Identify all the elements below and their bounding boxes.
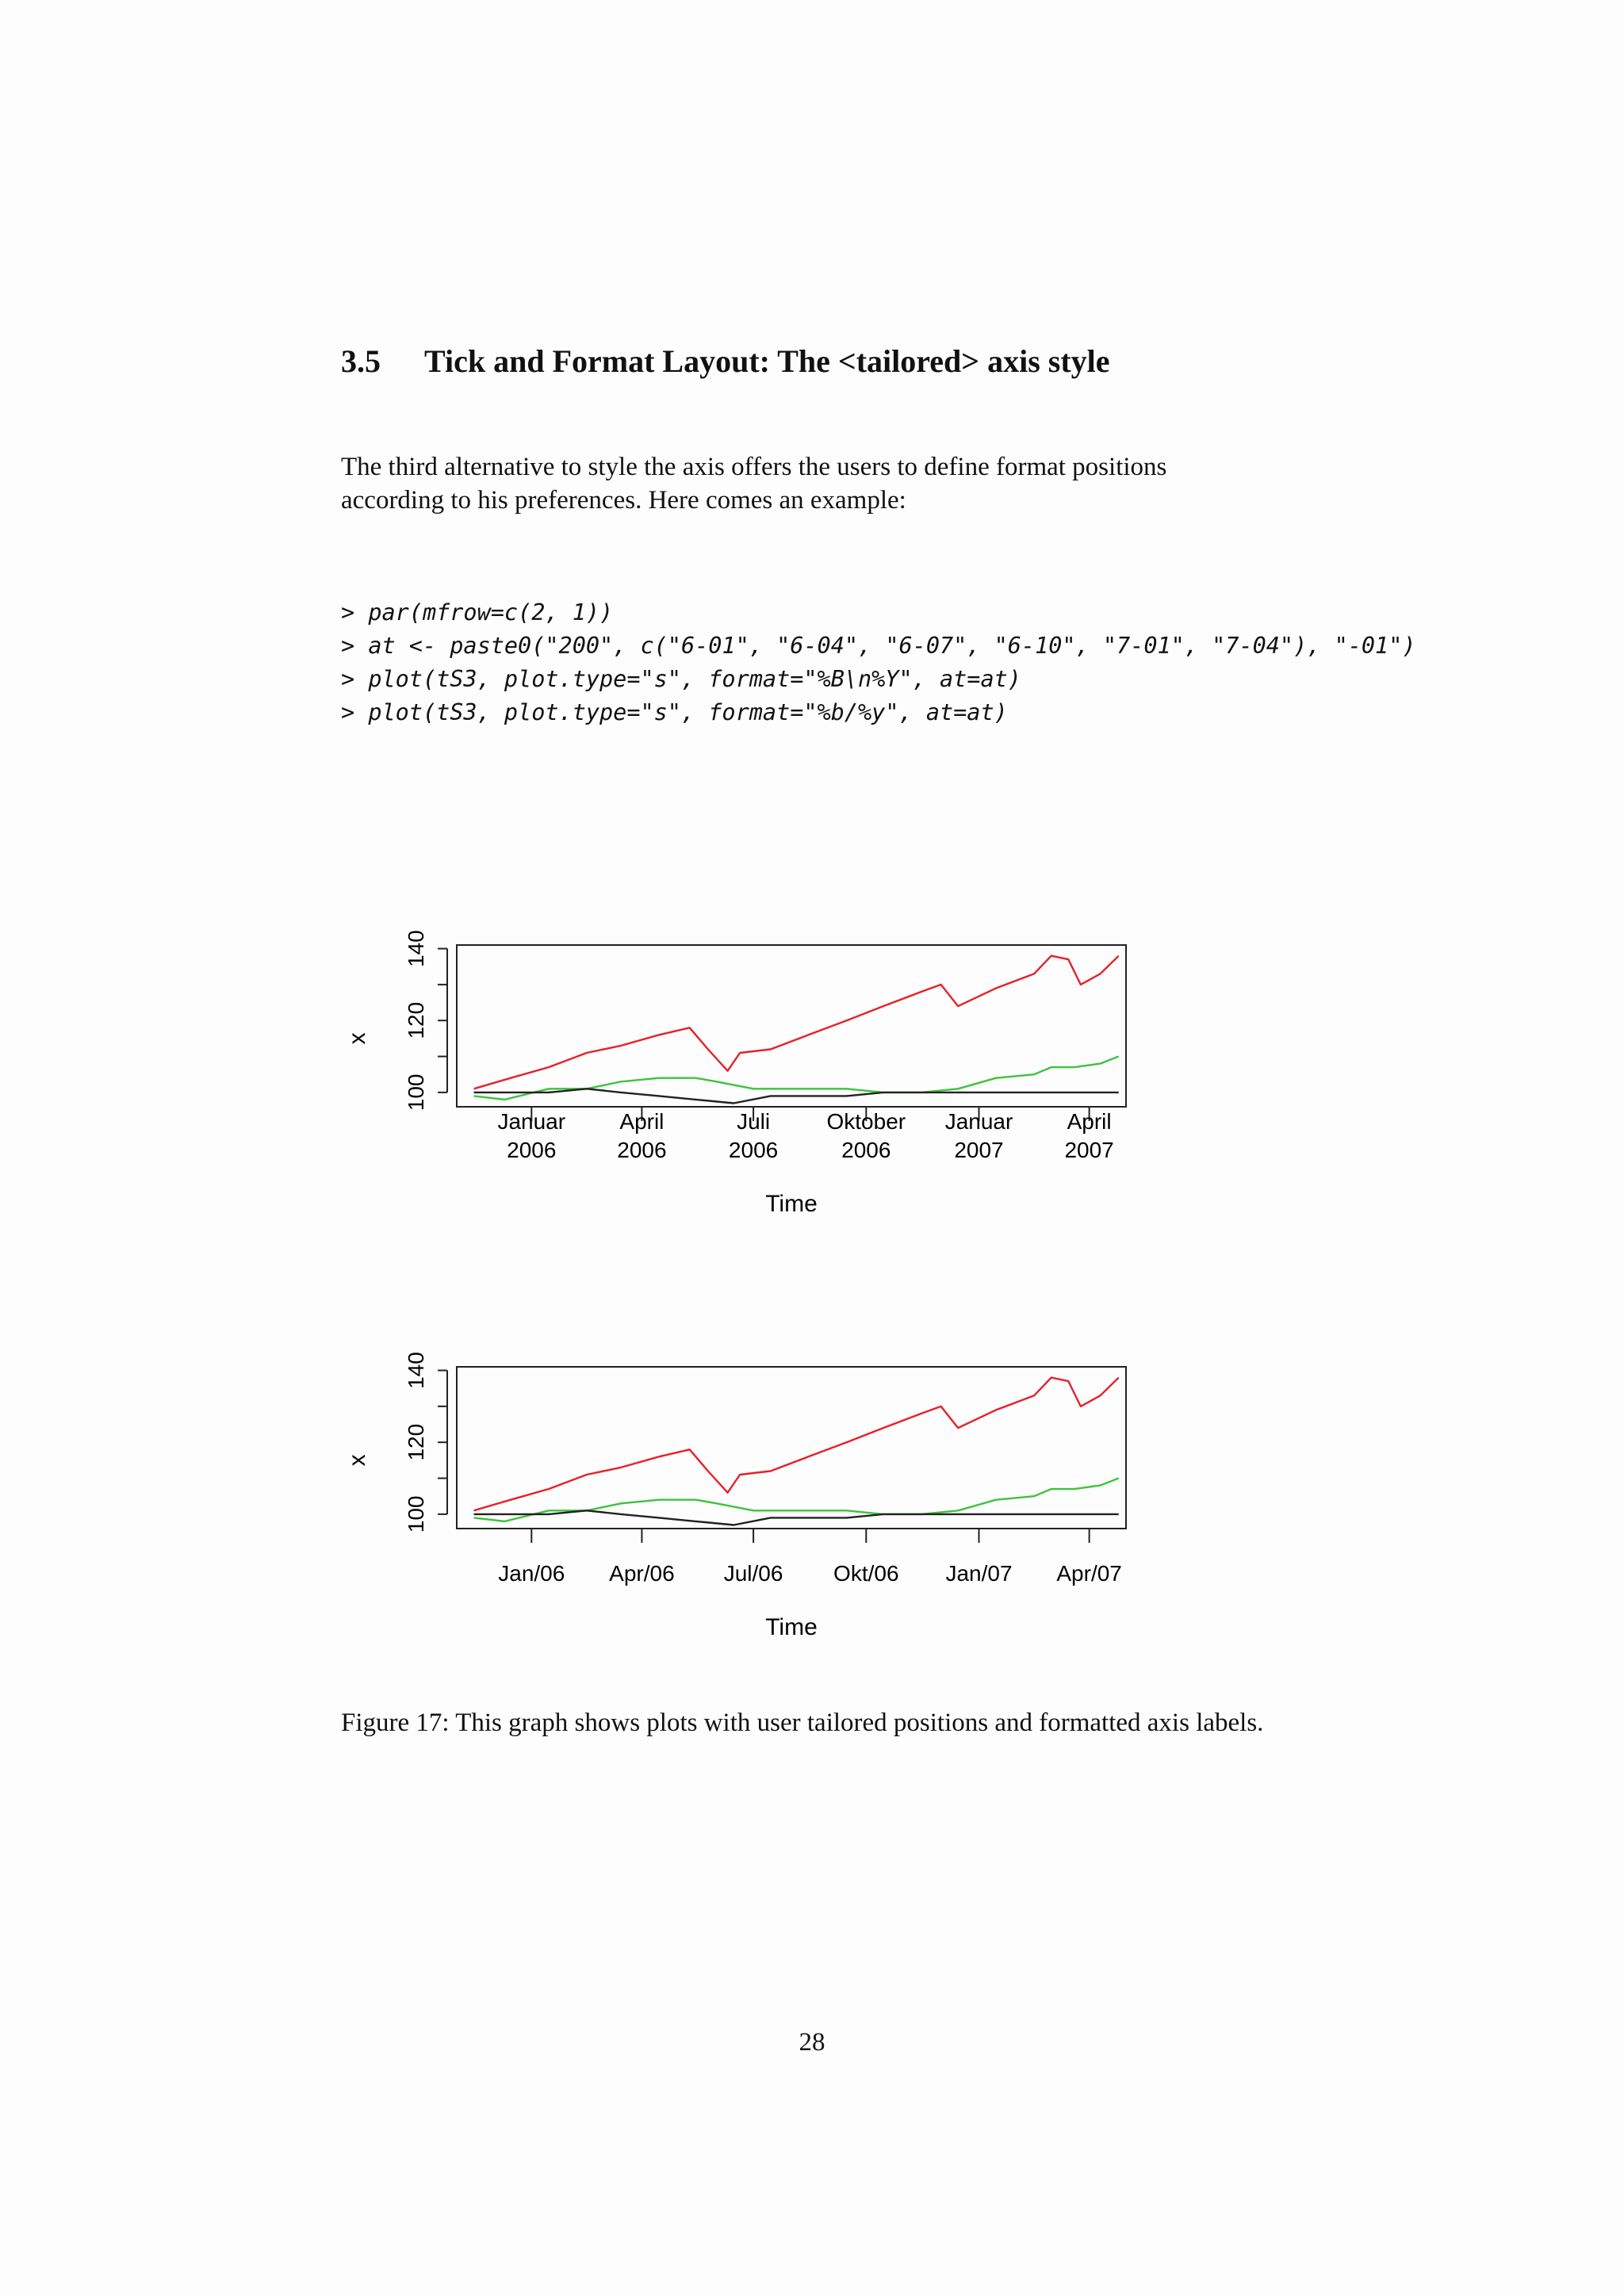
x-tick-label: 2006 (728, 1138, 779, 1162)
code-line: > plot(tS3, plot.type="s", format="%B\n%Y", at=at) (341, 666, 1021, 692)
series-line-black (474, 1089, 1119, 1103)
chart-panel-1 (344, 930, 1126, 1217)
x-tick-label: Apr/07 (1056, 1561, 1122, 1586)
y-tick-label: 100 (404, 1495, 428, 1533)
x-axis-label: Time (765, 1614, 818, 1640)
y-axis-label: x (344, 1454, 370, 1467)
x-tick-label: Oktober (826, 1109, 906, 1134)
y-tick-label: 140 (404, 930, 428, 967)
code-line: > par(mfrow=c(2, 1)) (341, 599, 614, 626)
x-tick-label: 2007 (954, 1138, 1004, 1162)
figure-caption: Figure 17: This graph shows plots with user tailored positions and formatted axis labels. (341, 1709, 1264, 1737)
paragraph-line: according to his preferences. Here comes an example: (341, 486, 906, 515)
series-line-red (474, 956, 1119, 1089)
x-tick-label: Jan/07 (945, 1561, 1013, 1586)
y-tick-label: 120 (404, 1423, 428, 1461)
x-tick-label: 2007 (1064, 1138, 1114, 1162)
y-tick-label: 120 (404, 1001, 428, 1039)
code-line: > plot(tS3, plot.type="s", format="%b/%y", at=at) (341, 699, 1008, 725)
y-axis-label: x (344, 1032, 370, 1045)
x-tick-label: 2006 (841, 1138, 891, 1162)
x-tick-label: Januar (944, 1109, 1013, 1134)
paragraph-line: The third alternative to style the axis offers the users to define format positions (341, 453, 1167, 481)
x-tick-label: Okt/06 (833, 1561, 899, 1586)
plot-frame (457, 1367, 1126, 1529)
x-axis-label: Time (765, 1191, 818, 1217)
x-tick-label: Juli (737, 1109, 771, 1134)
chart-panel-2 (344, 1352, 1126, 1640)
x-tick-label: Jan/06 (498, 1561, 565, 1586)
section-number: 3.5 (341, 343, 381, 379)
x-tick-label: April (619, 1109, 665, 1134)
plot-frame (457, 945, 1126, 1107)
x-tick-label: Jul/06 (723, 1561, 783, 1586)
y-tick-label: 100 (404, 1073, 428, 1112)
y-tick-label: 140 (404, 1352, 428, 1389)
series-line-red (474, 1378, 1119, 1511)
x-tick-label: Januar (497, 1109, 566, 1134)
x-tick-label: Apr/06 (609, 1561, 675, 1586)
x-tick-label: 2006 (617, 1138, 667, 1162)
series-line-black (474, 1510, 1119, 1525)
code-line: > at <- paste0("200", c("6-01", "6-04", "6-07", "6-10", "7-01", "7-04"), "-01") (341, 633, 1416, 659)
section-title: Tick and Format Layout: The <tailored> axis style (424, 343, 1110, 379)
x-tick-label: 2006 (507, 1138, 557, 1162)
x-tick-label: April (1067, 1109, 1112, 1134)
page-number: 28 (799, 2028, 825, 2057)
